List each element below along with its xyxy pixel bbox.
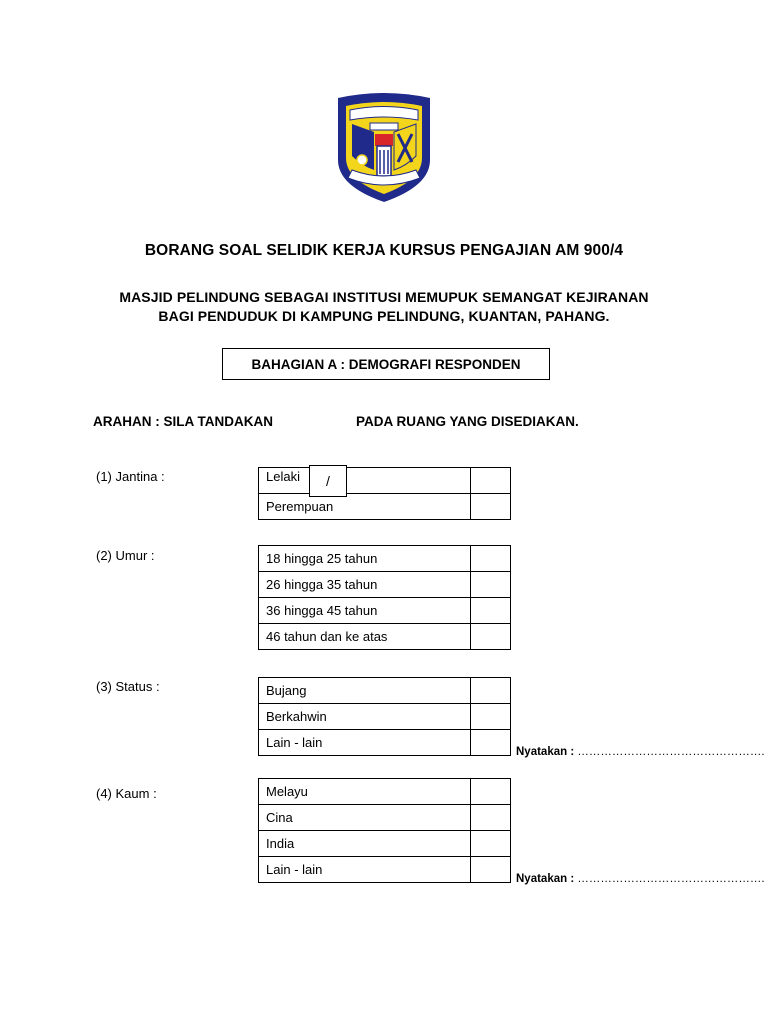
option-label: Lain - lain [259, 730, 471, 756]
section-heading: BAHAGIAN A : DEMOGRAFI RESPONDEN [251, 356, 521, 372]
form-subtitle-line-1: MASJID PELINDUNG SEBAGAI INSTITUSI MEMUPUK SEMANGAT KEJIRANAN [119, 289, 649, 305]
table-row [259, 546, 511, 572]
table-row [259, 598, 511, 624]
table-row [259, 857, 511, 883]
checkbox-status-3[interactable] [471, 730, 511, 756]
school-crest-logo [334, 90, 434, 204]
specify-field-status[interactable] [516, 746, 765, 758]
options-table-kaum [258, 778, 511, 883]
option-label: Bujang [259, 678, 471, 704]
specify-dots: …………………………………………. [577, 873, 765, 885]
table-row [259, 678, 511, 704]
instruction-text-right: PADA RUANG YANG DISEDIAKAN. [356, 414, 579, 429]
table-row [259, 494, 511, 520]
option-label: 46 tahun dan ke atas [259, 624, 471, 650]
checkbox-umur-4[interactable] [471, 624, 511, 650]
tick-mark: / [326, 473, 330, 489]
option-label: Lelaki [259, 468, 471, 494]
options-table-jantina [258, 467, 511, 520]
question-label-umur: (2) Umur : [96, 548, 155, 563]
options-table-status [258, 677, 511, 756]
form-title: BORANG SOAL SELIDIK KERJA KURSUS PENGAJIAN AM 900/4 [144, 242, 624, 259]
option-label: 26 hingga 35 tahun [259, 572, 471, 598]
checkbox-kaum-1[interactable] [471, 779, 511, 805]
checkbox-umur-1[interactable] [471, 546, 511, 572]
table-row [259, 572, 511, 598]
table-row [259, 624, 511, 650]
table-row [259, 730, 511, 756]
form-subtitle-line-2: BAGI PENDUDUK DI KAMPUNG PELINDUNG, KUANTAN, PAHANG. [158, 308, 610, 324]
specify-field-kaum[interactable] [516, 873, 765, 885]
checkbox-kaum-2[interactable] [471, 805, 511, 831]
specify-label: Nyatakan : [516, 873, 575, 885]
option-label: 18 hingga 25 tahun [259, 546, 471, 572]
option-label: Melayu [259, 779, 471, 805]
question-label-jantina: (1) Jantina : [96, 469, 165, 484]
checkbox-umur-3[interactable] [471, 598, 511, 624]
option-label: 36 hingga 45 tahun [259, 598, 471, 624]
checkbox-lelaki[interactable] [471, 468, 511, 494]
checkbox-status-2[interactable] [471, 704, 511, 730]
table-row [259, 704, 511, 730]
option-label: India [259, 831, 471, 857]
option-label: Lain - lain [259, 857, 471, 883]
specify-dots: …………………………………………. [577, 746, 765, 758]
question-label-kaum: (4) Kaum : [96, 786, 157, 801]
section-heading-box [222, 348, 550, 380]
checkbox-status-1[interactable] [471, 678, 511, 704]
checkbox-umur-2[interactable] [471, 572, 511, 598]
option-label: Cina [259, 805, 471, 831]
tick-mark-box[interactable] [309, 465, 347, 497]
specify-label: Nyatakan : [516, 746, 575, 758]
option-label: Berkahwin [259, 704, 471, 730]
instruction-text-left: ARAHAN : SILA TANDAKAN [93, 414, 273, 429]
question-label-status: (3) Status : [96, 679, 160, 694]
table-row [259, 805, 511, 831]
checkbox-kaum-4[interactable] [471, 857, 511, 883]
checkbox-perempuan[interactable] [471, 494, 511, 520]
options-table-umur [258, 545, 511, 650]
table-row [259, 779, 511, 805]
table-row [259, 831, 511, 857]
checkbox-kaum-3[interactable] [471, 831, 511, 857]
table-row [259, 468, 511, 494]
option-label: Perempuan [259, 494, 471, 520]
